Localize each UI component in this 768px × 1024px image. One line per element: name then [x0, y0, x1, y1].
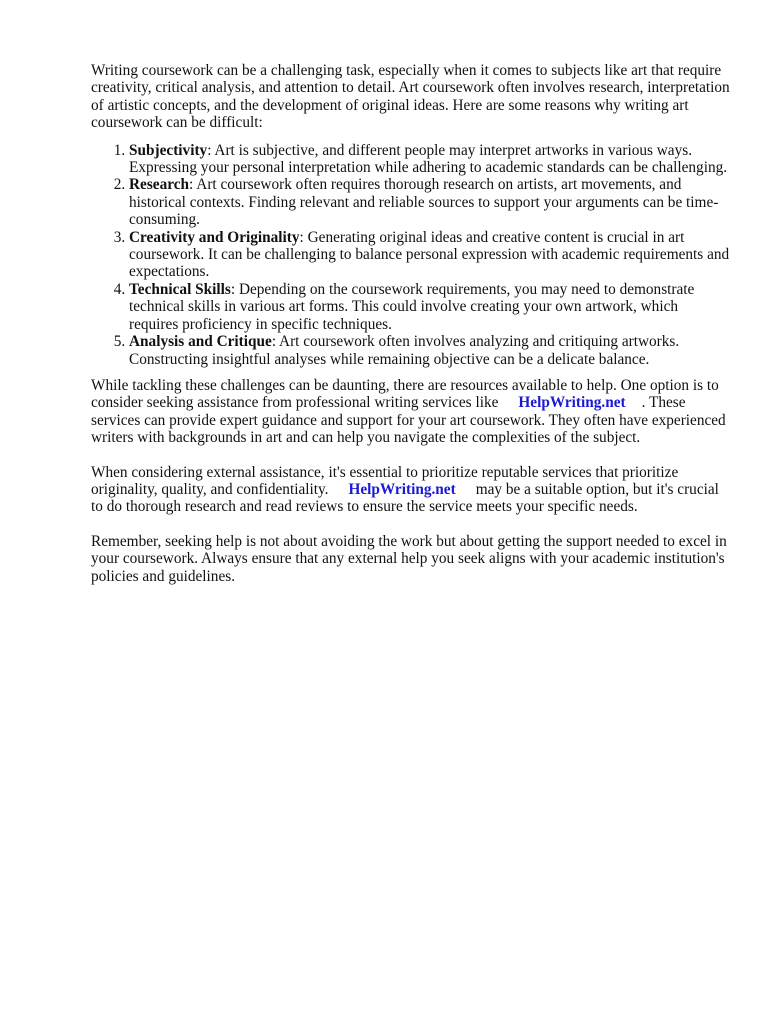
list-item — [129, 281, 731, 333]
list-item-text: : Art coursework often requires thorough research on artists, art movements, and historical contexts. Finding relevant and reliable sources to support your arguments can be time-consuming. — [129, 176, 719, 229]
assistance-text-before: When considering external assistance, it's essential to prioritize reputable services that prioritize originality, quality, and confidentiality. — [91, 463, 679, 498]
list-item-term: Analysis and Critique — [129, 333, 272, 351]
helpwriting-link[interactable]: HelpWriting.net — [348, 480, 456, 498]
assistance-paragraph — [91, 464, 731, 516]
intro-paragraph: Writing coursework can be a challenging task, especially when it comes to subjects like art that require creativity, critical analysis, and attention to detail. Art coursework often involves research, interpretation of artistic concepts, and the development of original ideas. Here are some reasons why writing art coursework can be difficult: — [91, 62, 730, 132]
resources-text-before: While tackling these challenges can be daunting, there are resources available to help. One option is to consider seeking assistance from professional writing services like — [91, 376, 719, 412]
assistance-text-after: may be a suitable option, but it's crucial to do thorough research and read reviews to ensure the service meets your specific needs. — [91, 480, 719, 516]
list-item-term: Research — [129, 176, 190, 194]
list-item-term: Technical Skills — [129, 280, 231, 298]
list-item-text: : Art is subjective, and different people may interpret artworks in various ways. Expressing your personal interpretation while adhering to academic standards can be challenging. — [129, 141, 728, 177]
list-item-text: : Depending on the coursework requirements, you may need to demonstrate technical skills in various art forms. This could involve creating your own artwork, which requires proficiency in specific techniques. — [129, 280, 695, 333]
list-item — [129, 229, 731, 281]
list-item — [129, 176, 731, 228]
list-item — [129, 333, 731, 368]
list-item — [129, 142, 731, 177]
list-item-text: : Art coursework often involves analyzing and critiquing artworks. Constructing insightful analyses while remaining objective can be a delicate balance. — [129, 333, 680, 368]
document-body — [91, 62, 731, 602]
remember-paragraph: Remember, seeking help is not about avoiding the work but about getting the support needed to excel in your coursework. Always ensure that any external help you seek aligns with your academic institution's policies and guidelines. — [91, 532, 727, 585]
list-item-term: Creativity and Originality — [129, 228, 300, 246]
resources-paragraph — [91, 377, 731, 447]
resources-text-after: . These services can provide expert guidance and support for your art coursework. They often have experienced writers with backgrounds in art and can help you navigate the complexities of the subject. — [91, 394, 726, 447]
list-item-term: Subjectivity — [129, 141, 208, 159]
reasons-list — [91, 142, 731, 368]
helpwriting-link[interactable]: HelpWriting.net — [518, 394, 626, 412]
list-item-text: : Generating original ideas and creative content is crucial in art coursework. It can be challenging to balance personal expression with academic requirements and expectations. — [129, 228, 730, 281]
